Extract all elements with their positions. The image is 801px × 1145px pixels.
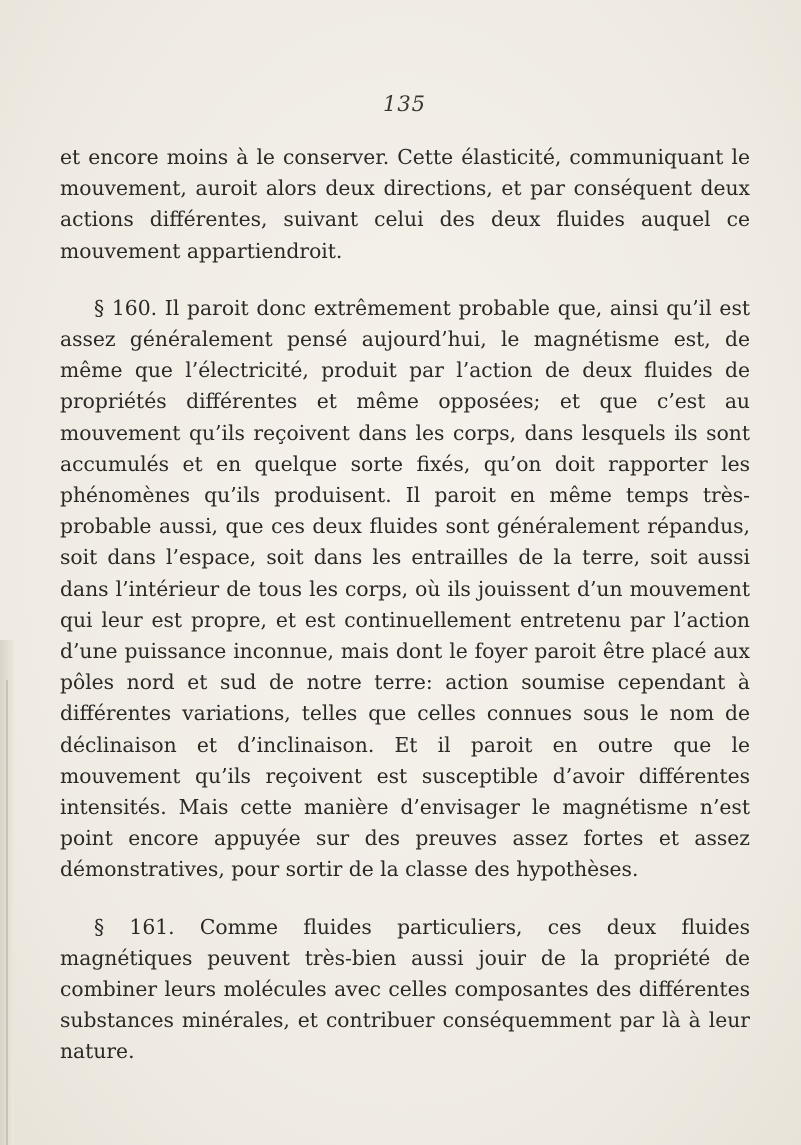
page-number: 135: [382, 92, 427, 116]
paragraph-continuation: et encore moins à le conserver. Cette élasticité, communiquant le mouvement, auroit alors deux directions, et par conséquent deux actions différentes, suivant celui des deux fluides auquel ce mouvement appartiendroit.: [60, 145, 750, 263]
paragraph-section-160: § 160. Il paroit donc extrêmement probable que, ainsi qu’il est assez généralement pensé aujourd’hui, le magnétisme est, de même que l’électricité, produit par l’action de deux fluides de propriétés différentes et même opposées; et que c’est au mouvement qu’ils reçoivent dans les corps, dans lesquels ils sont accumulés et en quelque sorte fixés, qu’on doit rapporter les phénomènes qu’ils produisent. Il paroit en même temps très-probable aussi, que ces deux fluides sont généralement répandus, soit dans l’espace, soit dans les entrailles de la terre, soit aussi dans l’intérieur de tous les corps, où ils jouissent d’un mouvement qui leur est propre, et est continuellement entretenu par l’action d’une puissance inconnue, mais dont le foyer paroit être placé aux pôles nord et sud de notre terre: action soumise cependant à différentes variations, telles que celles connues sous le nom de déclinaison et d’inclinaison. Et il paroit en outre que le mouvement qu’ils reçoivent est susceptible d’avoir différentes intensités. Mais cette manière d’envisager le magnétisme n’est point encore appuyée sur des preuves assez fortes et assez démonstratives, pour sortir de la classe des hypothèses.: [60, 295, 750, 882]
body-text: [60, 142, 750, 1068]
page-binding-edge: [6, 680, 8, 1145]
paragraph-section-161: § 161. Comme fluides particuliers, ces deux fluides magnétiques peuvent très-bien aussi jouir de la propriété de combiner leurs molécules avec celles composantes des différentes substances minérales, et contribuer conséquemment par là à leur nature.: [60, 914, 750, 1064]
